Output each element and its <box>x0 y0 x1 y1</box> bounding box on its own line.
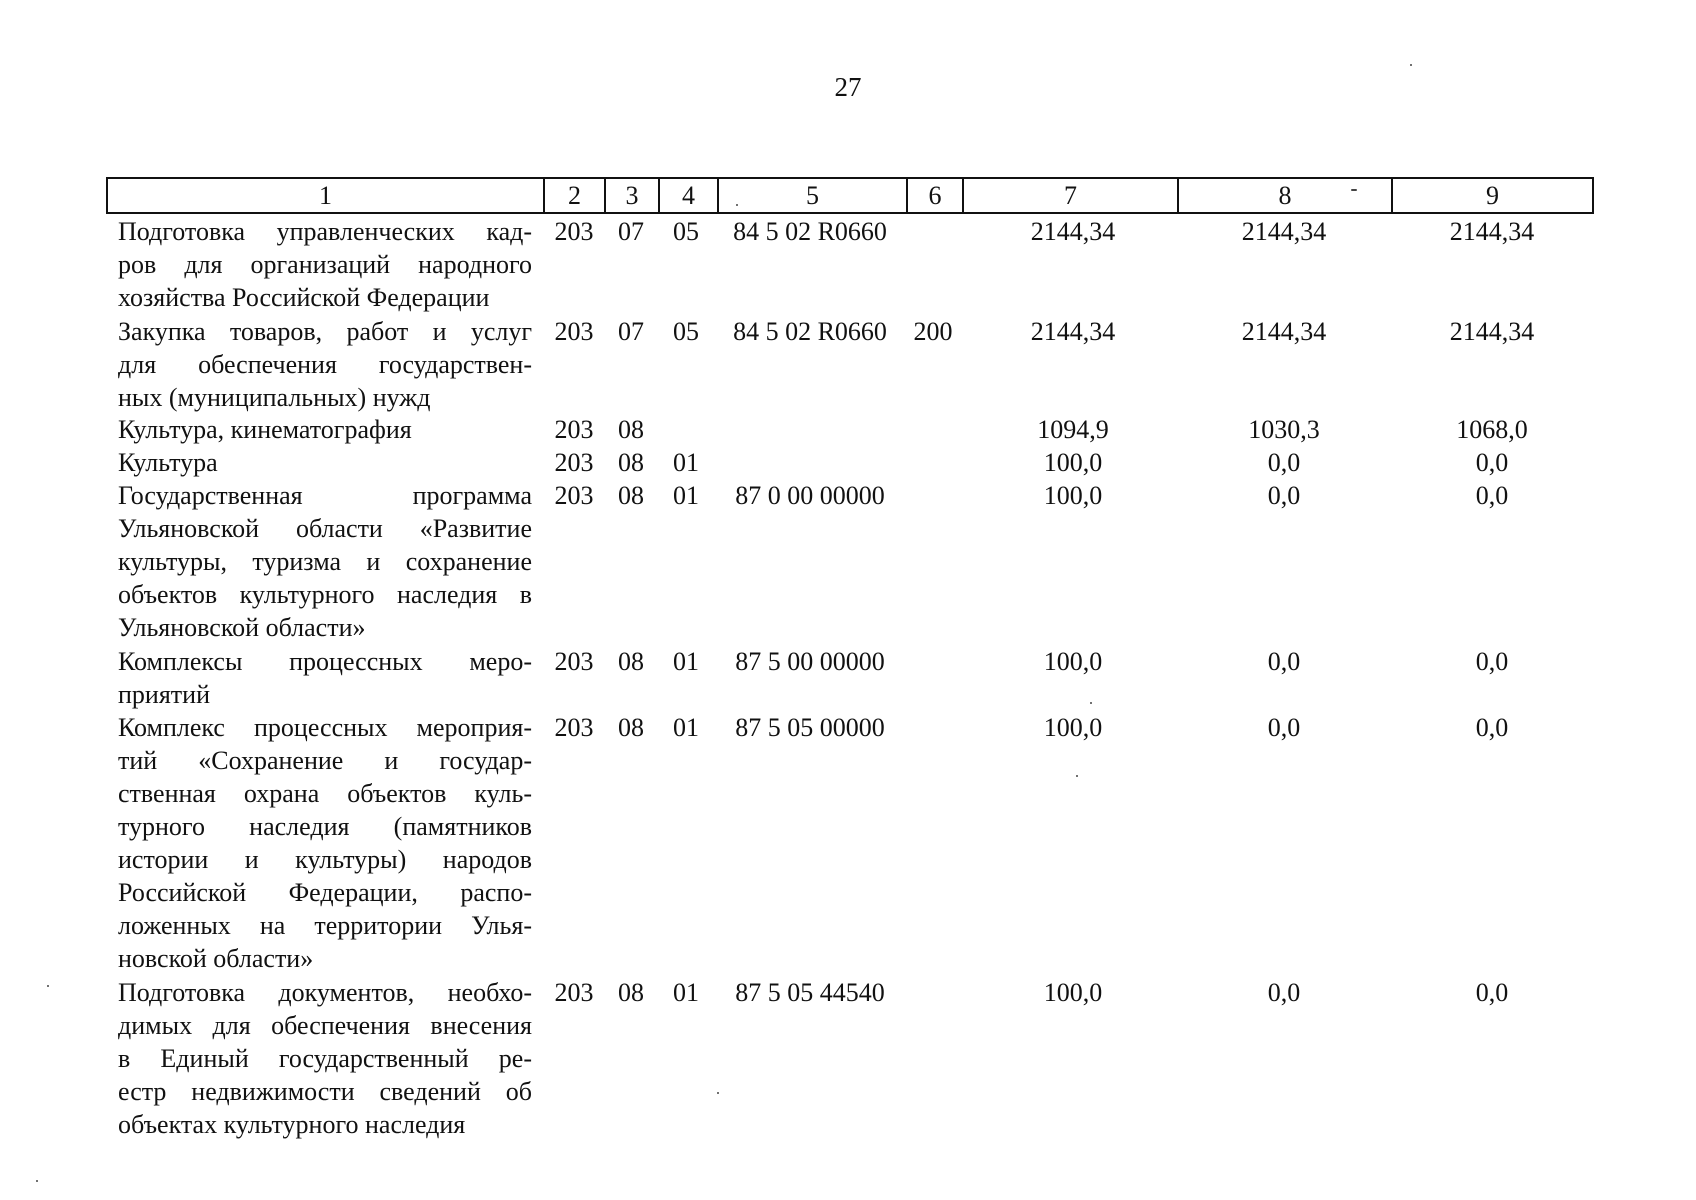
description-line: Ульяновской области» <box>118 613 366 642</box>
cell-col-4: 01 <box>673 978 699 1007</box>
description-line: ных (муниципальных) нужд <box>118 383 431 412</box>
cell-col-9: 0,0 <box>1475 713 1509 742</box>
description-line: ложенных на территории Улья- <box>118 911 532 940</box>
row-description <box>118 479 532 644</box>
description-line: культуры, туризма и сохранение <box>118 547 532 576</box>
cell-col-7: 1094,9 <box>1037 415 1109 444</box>
cell-col-5: 87 5 00 00000 <box>735 647 885 676</box>
description-line: Комплекс процессных мероприя- <box>118 713 532 742</box>
scan-speck <box>736 204 738 206</box>
cell-col-7: 100,0 <box>1043 647 1103 676</box>
cell-col-9: 0,0 <box>1475 647 1509 676</box>
row-description <box>118 976 532 1141</box>
cell-col-2: 203 <box>554 448 594 477</box>
scan-speck <box>36 1180 38 1182</box>
cell-col-9: 1068,0 <box>1456 415 1528 444</box>
page-number: 27 <box>834 72 862 102</box>
cell-col-9: 2144,34 <box>1449 317 1535 346</box>
cell-col-7: 100,0 <box>1043 448 1103 477</box>
scan-speck <box>47 985 49 987</box>
cell-col-3: 08 <box>618 448 644 477</box>
cell-col-2: 203 <box>554 978 594 1007</box>
cell-col-2: 203 <box>554 415 594 444</box>
description-line: объектов культурного наследия в <box>118 580 532 609</box>
cell-col-8: 0,0 <box>1267 713 1301 742</box>
scan-speck <box>717 1092 719 1094</box>
row-description <box>118 413 532 446</box>
cell-col-8: 0,0 <box>1267 978 1301 1007</box>
cell-col-3: 08 <box>618 713 644 742</box>
header-cell-1: 1 <box>106 179 543 212</box>
description-line: тий «Сохранение и государ- <box>118 746 532 775</box>
description-line: новской области» <box>118 944 314 973</box>
cell-col-3: 07 <box>618 317 644 346</box>
cell-col-2: 203 <box>554 713 594 742</box>
cell-col-4: 01 <box>673 481 699 510</box>
cell-col-4: 05 <box>673 317 699 346</box>
cell-col-4: 01 <box>673 713 699 742</box>
cell-col-8: 1030,3 <box>1248 415 1320 444</box>
cell-col-7: 100,0 <box>1043 481 1103 510</box>
description-line: для обеспечения государствен- <box>118 350 532 379</box>
cell-col-5: 87 5 05 00000 <box>735 713 885 742</box>
header-cell-2: 2 <box>543 179 604 212</box>
description-line: ров для организаций народного <box>118 250 532 279</box>
header-cell-4: 4 <box>658 179 717 212</box>
scan-speck <box>1410 64 1412 66</box>
row-description <box>118 645 532 711</box>
cell-col-4: 01 <box>673 647 699 676</box>
description-line: приятий <box>118 680 210 709</box>
cell-col-6: 200 <box>913 317 953 346</box>
description-line: Подготовка управленческих кад- <box>118 217 532 246</box>
cell-col-8: 0,0 <box>1267 481 1301 510</box>
cell-col-9: 0,0 <box>1475 448 1509 477</box>
cell-col-3: 07 <box>618 217 644 246</box>
cell-col-5: 87 0 00 00000 <box>735 481 885 510</box>
header-cell-8: 8 <box>1177 179 1391 212</box>
cell-col-8: 0,0 <box>1267 448 1301 477</box>
description-line: в Единый государственный ре- <box>118 1044 532 1073</box>
cell-col-8: 2144,34 <box>1241 217 1327 246</box>
header-cell-5: 5 <box>717 179 906 212</box>
scan-speck <box>1090 702 1092 704</box>
cell-col-4: 01 <box>673 448 699 477</box>
header-cell-7: 7 <box>962 179 1177 212</box>
header-cell-6: 6 <box>906 179 962 212</box>
cell-col-3: 08 <box>618 481 644 510</box>
cell-col-8: 2144,34 <box>1241 317 1327 346</box>
description-line: Закупка товаров, работ и услуг <box>118 317 532 346</box>
scan-speck <box>1351 189 1357 191</box>
cell-col-2: 203 <box>554 481 594 510</box>
cell-col-3: 08 <box>618 415 644 444</box>
description-line: хозяйства Российской Федерации <box>118 283 490 312</box>
cell-col-4: 05 <box>673 217 699 246</box>
row-description <box>118 446 532 479</box>
description-line: турного наследия (памятников <box>118 812 532 841</box>
description-line: Ульяновской области «Развитие <box>118 514 532 543</box>
table-header <box>106 177 1594 214</box>
description-line: димых для обеспечения внесения <box>118 1011 532 1040</box>
description-line: Культура, кинематография <box>118 415 412 444</box>
description-line: естр недвижимости сведений об <box>118 1077 532 1106</box>
header-cell-9: 9 <box>1391 179 1594 212</box>
cell-col-9: 0,0 <box>1475 481 1509 510</box>
description-line: Подготовка документов, необхо- <box>118 978 532 1007</box>
description-line: Российской Федерации, распо- <box>118 878 532 907</box>
cell-col-2: 203 <box>554 217 594 246</box>
cell-col-2: 203 <box>554 647 594 676</box>
description-line: Государственная программа <box>118 481 532 510</box>
cell-col-7: 100,0 <box>1043 978 1103 1007</box>
cell-col-7: 2144,34 <box>1030 317 1116 346</box>
description-line: Комплексы процессных меро- <box>118 647 532 676</box>
description-line: Культура <box>118 448 218 477</box>
cell-col-3: 08 <box>618 647 644 676</box>
cell-col-5: 84 5 02 R0660 <box>733 317 887 346</box>
cell-col-7: 100,0 <box>1043 713 1103 742</box>
description-line: объектах культурного наследия <box>118 1110 466 1139</box>
cell-col-2: 203 <box>554 317 594 346</box>
row-description <box>118 315 532 414</box>
description-line: ственная охрана объектов куль- <box>118 779 532 808</box>
row-description <box>118 215 532 314</box>
scan-speck <box>1076 775 1078 777</box>
row-description <box>118 711 532 975</box>
cell-col-8: 0,0 <box>1267 647 1301 676</box>
cell-col-5: 84 5 02 R0660 <box>733 217 887 246</box>
header-cell-3: 3 <box>604 179 658 212</box>
description-line: истории и культуры) народов <box>118 845 532 874</box>
cell-col-9: 2144,34 <box>1449 217 1535 246</box>
cell-col-5: 87 5 05 44540 <box>735 978 885 1007</box>
cell-col-9: 0,0 <box>1475 978 1509 1007</box>
cell-col-7: 2144,34 <box>1030 217 1116 246</box>
cell-col-3: 08 <box>618 978 644 1007</box>
